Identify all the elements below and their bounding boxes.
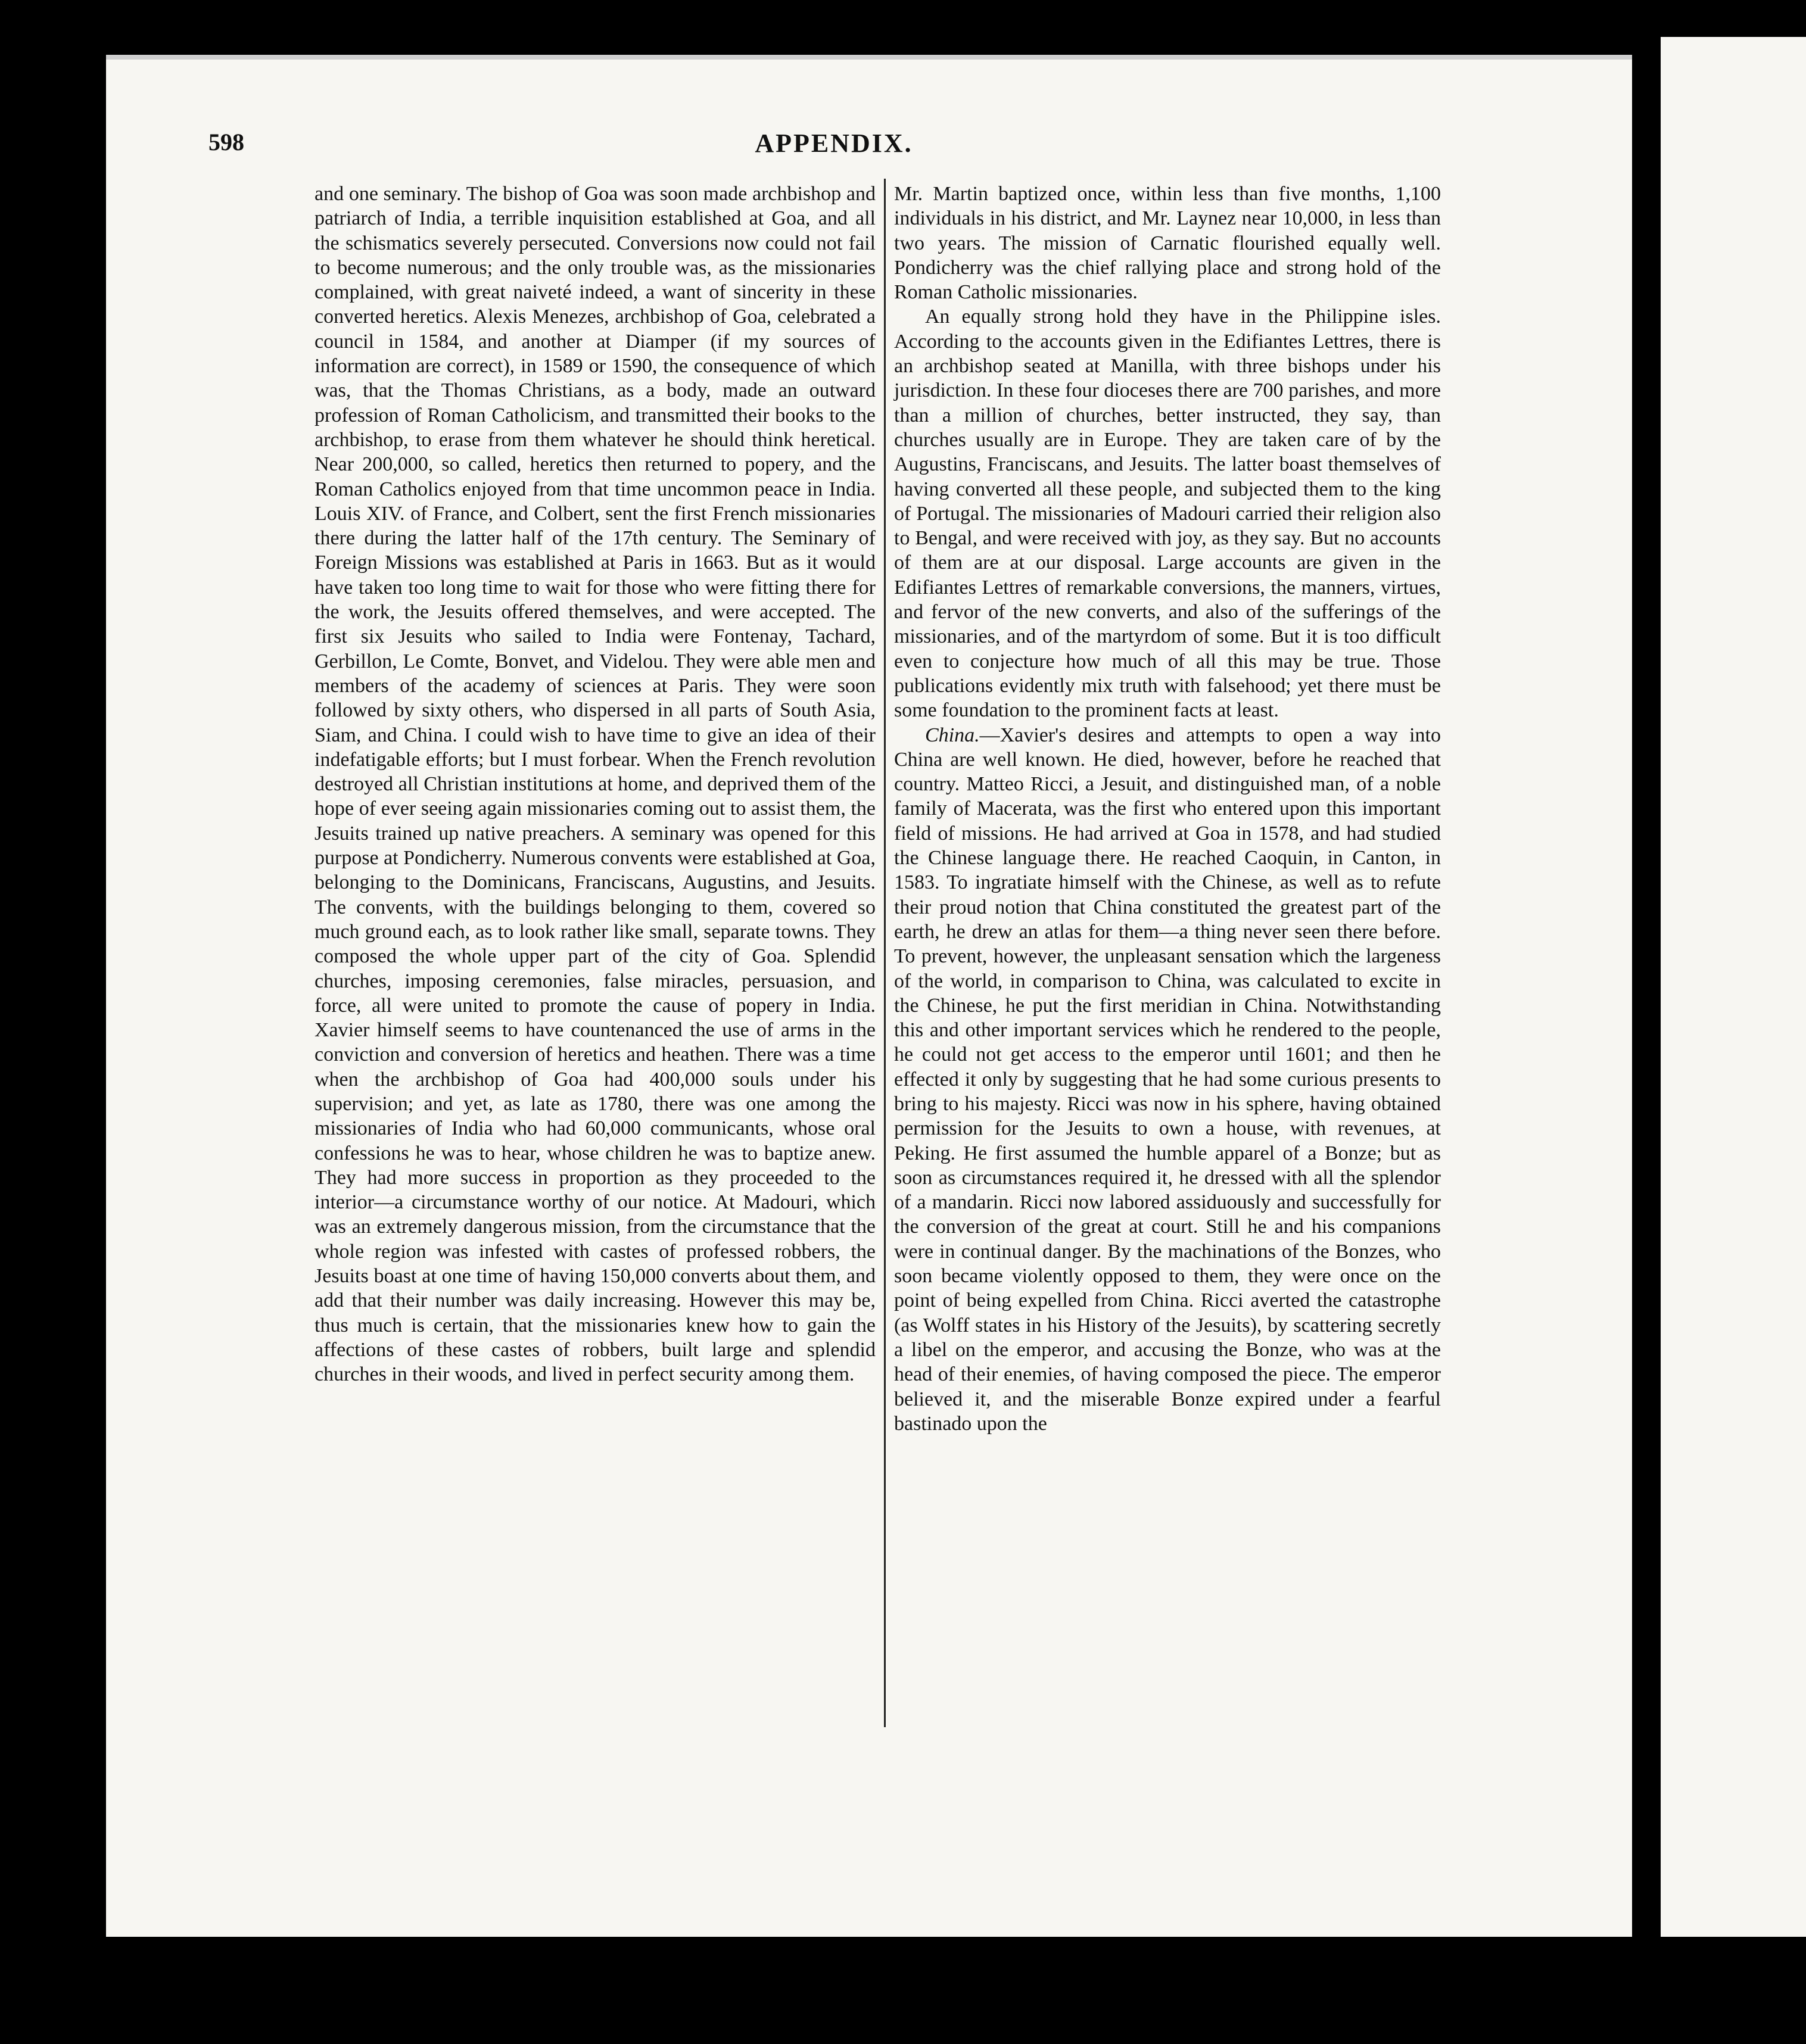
adjacent-page-edge <box>1661 37 1806 1937</box>
section-lead-china: China. <box>925 724 980 746</box>
right-column <box>894 182 1441 1436</box>
page-header <box>208 128 1459 164</box>
right-paragraph-3 <box>894 723 1441 1437</box>
left-column <box>315 182 876 1387</box>
left-paragraph-1: and one seminary. The bishop of Goa was soon made archbishop and patriarch of India, a terrible inquisition established at Goa, and all the schismatics severely persecuted. Conversions now could not fail to become numerous; and the only trouble was, as the missionaries complained, with great naiveté indeed, a want of sincerity in these converted heretics. Alexis Menezes, archbishop of Goa, celebrated a council in 1584, and another at Diamper (if my sources of information are correct), in 1589 or 1590, the consequence of which was, that the Thomas Christians, as a body, made an outward profession of Roman Catholicism, and transmitted their books to the archbishop, to erase from them whatever he should think heretical. Near 200,000, so called, heretics then returned to popery, and the Roman Catholics enjoyed from that time uncommon peace in India. Louis XIV. of France, and Colbert, sent the first French missionaries there during the latter half of the 17th century. The Seminary of Foreign Missions was established at Paris in 1663. But as it would have taken too long time to wait for those who were fitting there for the work, the Jesuits offered themselves, and were accepted. The first six Jesuits who sailed to India were Fontenay, Tachard, Gerbillon, Le Comte, Bonvet, and Videlou. They were able men and members of the academy of sciences at Paris. They were soon followed by sixty others, who dispersed in all parts of South Asia, Siam, and China. I could wish to have time to give an idea of their indefatigable efforts; but I must forbear. When the French revolution destroyed all Christian institutions at home, and deprived them of the hope of ever seeing again missionaries coming out to assist them, the Jesuits trained up native preachers. A seminary was opened for this purpose at Pondicherry. Numerous convents were established at Goa, belonging to the Dominicans, Franciscans, Augustins, and Jesuits. The convents, with the buildings belonging to them, covered so much ground each, as to look rather like small, separate towns. They composed the whole upper part of the city of Goa. Splendid churches, imposing ceremonies, false miracles, persuasion, and force, all were united to promote the cause of popery in India. Xavier himself seems to have countenanced the use of arms in the conviction and conversion of heretics and heathen. There was a time when the archbishop of Goa had 400,000 souls under his supervision; and yet, as late as 1780, there was one among the missionaries of India who had 60,000 communicants, whose oral confessions he was to hear, whose children he was to baptize anew. They had more success in proportion as they proceeded to the interior—a circumstance worthy of our notice. At Madouri, which was an extremely dangerous mission, from the circumstance that the whole region was infested with castes of professed robbers, the Jesuits boast at one time of having 150,000 converts about them, and add that their number was daily increasing. However this may be, thus much is certain, that the missionaries knew how to gain the affections of these castes of robbers, built large and splendid churches in their woods, and lived in perfect security among them. <box>315 183 876 1386</box>
running-head: APPENDIX. <box>755 129 913 158</box>
right-paragraph-3-text: —Xavier's desires and attempts to open a way into China are well known. He died, however, before he reached that country. Matteo Ricci, a Jesuit, and distinguished man, of a noble family of Macerata, was the first who entered upon this important field of missions. He had arrived at Goa in 1578, and had studied the Chinese language there. He reached Caoquin, in Canton, in 1583. To ingratiate himself with the Chinese, as well as to refute their proud notion that China constituted the greatest part of the earth, he drew an atlas for them—a thing never seen there before. To prevent, however, the unpleasant sensation which the largeness of the world, in comparison to China, was calculated to excite in the Chinese, he put the first meridian in China. Notwithstanding this and other important services which he rendered to the people, he could not get access to the emperor until 1601; and then he effected it only by suggesting that he had some curious presents to bring to his majesty. Ricci was now in his sphere, having obtained permission for the Jesuits to own a house, with revenues, at Peking. He first assumed the humble apparel of a Bonze; but as soon as circumstances required it, he dressed with all the splendor of a mandarin. Ricci now labored assiduously and successfully for the conversion of the great at court. Still he and his companions were in continual danger. By the machinations of the Bonzes, who soon became violently opposed to them, they were once on the point of being expelled from China. Ricci averted the catastrophe (as Wolff states in his History of the Jesuits), by scattering secretly a libel on the emperor, and accusing the Bonze, who was at the head of their enemies, of having composed the piece. The emperor believed it, and the miserable Bonze expired under a fearful bastinado upon the <box>894 724 1441 1435</box>
right-paragraph-1: Mr. Martin baptized once, within less than five months, 1,100 individuals in his district, and Mr. Laynez near 10,000, in less than two years. The mission of Carnatic flourished equally well. Pondicherry was the chief rallying place and strong hold of the Roman Catholic missionaries. <box>894 183 1441 304</box>
right-paragraph-2: An equally strong hold they have in the Philippine isles. According to the accounts given in the Edifiantes Lettres, there is an archbishop seated at Manilla, with three bishops under his jurisdiction. In these four dioceses there are 700 parishes, and more than a million of churches, better instructed, they say, than churches usually are in Europe. They are taken care of by the Augustins, Franciscans, and Jesuits. The latter boast themselves of having converted all these people, and subjected them to the king of Portugal. The missionaries of Madouri carried their religion also to Bengal, and were received with joy, as they say. But no accounts of them are at our disposal. Large accounts are given in the Edifiantes Lettres of remarkable conversions, the manners, virtues, and fervor of the new converts, and also of the sufferings of the missionaries, and of the martyrdom of some. But it is too difficult even to conjecture how much of all this may be true. Those publications evidently mix truth with falsehood; yet there must be some foundation to the prominent facts at least. <box>894 306 1441 722</box>
page-number: 598 <box>208 129 244 155</box>
column-divider <box>884 179 886 1727</box>
